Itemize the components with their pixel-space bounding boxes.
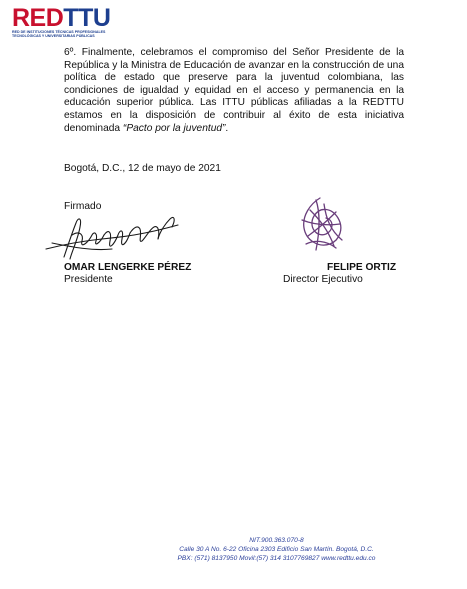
logo-blue-part: TTU [63, 4, 111, 32]
signature-felipe-ortiz [290, 190, 352, 260]
signatory-name-director: FELIPE ORTIZ [327, 262, 397, 273]
footer-address: Calle 30 A No. 6-22 Oficina 2303 Edificio San Martín. Bogotá, D.C. [179, 546, 374, 554]
closing-paragraph [64, 47, 404, 135]
signatory-role-president: Presidente [64, 274, 113, 285]
logo-wordmark [12, 6, 162, 30]
signed-label: Firmado [64, 201, 102, 212]
redttu-logo [12, 6, 162, 38]
logo-subtitle-line2: TECNOLÓGICAS Y UNIVERSITARIAS PÚBLICAS [12, 34, 95, 39]
logo-subtitle-line1: RED DE INSTITUCIONES TÉCNICAS PROFESIONALES [12, 30, 106, 34]
letter-footer [0, 536, 467, 564]
initiative-name: “Pacto por la juventud” [122, 122, 226, 134]
paragraph-text: 6º. Finalmente, celebramos el compromiso del Señor Presidente de la República y la Ministra de Educación de avanzar en la construcción de una política de estado que preserve para la juventud colombiana, las condiciones de igualdad y equidad en el acceso y permanencia en la educación superior pública. Las ITTU públicas afiliadas a la REDTTU estamos en la disposición de contribuir al éxito de esta iniciativa denominada [64, 47, 404, 134]
logo-red-part: RED [12, 4, 64, 32]
signatory-name-president: OMAR LENGERKE PÉREZ [64, 262, 192, 273]
paragraph-end: . [225, 122, 229, 134]
letter-date: Bogotá, D.C., 12 de mayo de 2021 [64, 163, 221, 174]
signatory-role-director: Director Ejecutivo [283, 274, 363, 285]
footer-contact: PBX: (571) 8137950 Movil:(57) 314 3107769827 www.redttu.edu.co [177, 555, 376, 563]
signature-omar-lengerke [42, 205, 182, 265]
footer-nit: NIT.900.363.070-8 [249, 537, 304, 544]
